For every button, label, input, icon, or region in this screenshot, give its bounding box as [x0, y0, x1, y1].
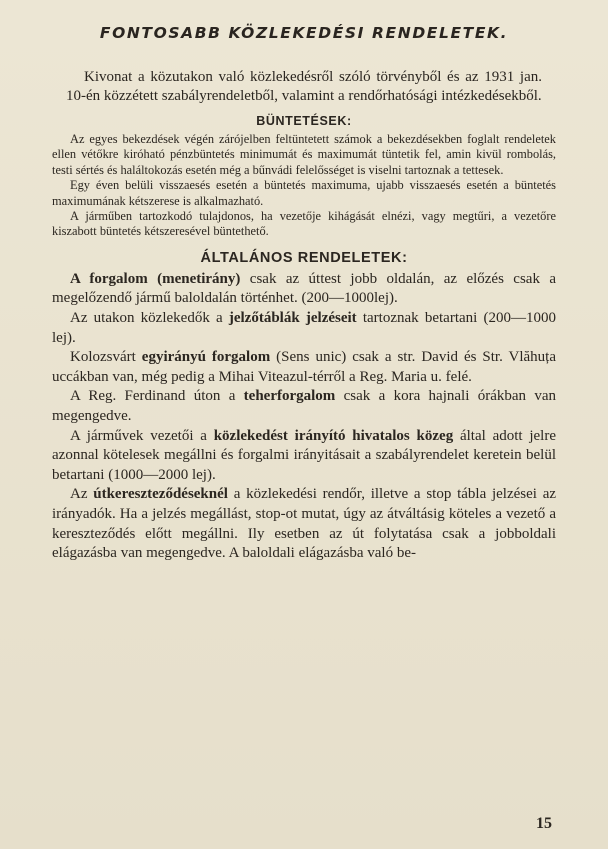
intro-paragraph: Kivonat a közutakon való közlekedésről szóló törvényből és az 1931 jan. 10-én közzétett szabályrendeletből, valamint a rendőrhatósági intézkedésekből. — [66, 69, 542, 104]
rule-bold-term: útkereszteződéseknél — [93, 486, 228, 503]
rule-text: Kolozsvárt — [70, 349, 142, 366]
page-title: FONTOSABB KÖZLEKEDÉSI RENDELETEK. — [99, 24, 509, 42]
general-rules-heading: ÁLTALÁNOS RENDELETEK: — [200, 249, 408, 266]
rule-text: A járművek vezetői a — [70, 427, 214, 444]
page-number: 15 — [536, 815, 552, 832]
rule-text: a közlekedési rendőr, illetve a stop tábla jelzései az irányadók. Ha a jelzés megállást, stop-ot mutat, úgy az átváltásig köteles a vezető a kereszteződés előtt megállni. Ily esetben az út folytatása csak a jobboldali elágazásba van megengedve. A baloldali elágazásba való be- — [52, 486, 557, 562]
rule-bold-term: A forgalom (menetirány) — [70, 270, 241, 287]
rule-bold-term: közlekedést irányító hivatalos közeg — [213, 427, 454, 444]
rule-text: csak a kora hajnali órákban van megengedve. — [52, 388, 556, 424]
rule-paragraph-intersections — [52, 485, 556, 563]
rule-paragraph-traffic-direction — [52, 270, 556, 309]
rule-text: által adott jelre azonnal kötelesek megállni és forgalmi irányitásait a szabályrendelet keretein belül betartani (1000—2000 lej). — [52, 427, 556, 483]
rule-paragraph-freight — [52, 387, 556, 426]
rule-text: Az utakon közlekedők a — [70, 310, 229, 327]
penalties-paragraph-2: Egy éven belüli visszaesés esetén a büntetés maximuma, ujabb visszaesés esetén a büntetés maximumának kétszerese is alkalmazható. — [52, 178, 556, 208]
rule-paragraph-signs — [52, 309, 556, 348]
rule-bold-term: egyirányú forgalom — [141, 349, 271, 366]
penalties-paragraph-3: A járműben tartozkodó tulajdonos, ha vezetője kihágását elnézi, vagy megtűri, a vezetőre kiszabott büntetés kétszeresével büntethető. — [52, 209, 556, 239]
rule-text: Az — [70, 486, 94, 503]
rule-bold-term: teherforgalom — [243, 388, 336, 405]
penalties-paragraph-1: Az egyes bekezdések végén zárójelben feltüntetett számok a bekezdésekben foglalt rendeletek ellen vétőkre kiróható pénzbüntetés minimumát és maximumát tüntetik fel, amin kivül rombolás, testi sértés és haláltokozás esetén még a bűnvádi felelősséget is viselni tartoznak a tettesek. — [52, 132, 556, 177]
rule-text: A Reg. Ferdinand úton a — [70, 388, 244, 405]
rule-bold-term: jelzőtáblák jelzéseit — [228, 310, 357, 327]
rule-paragraph-one-way — [52, 348, 556, 387]
rule-paragraph-official — [52, 427, 556, 486]
rule-text: csak az úttest jobb oldalán, az előzés csak a megelőzendő jármű baloldalán történhet. (200—1000lej). — [52, 270, 556, 307]
rule-text: tartoznak betartani (200—1000 lej). — [52, 310, 556, 346]
penalties-heading: BÜNTETÉSEK: — [256, 114, 352, 128]
rule-text: (Sens unic) csak a str. David és Str. Vlăhuța uccákban van, még pedig a Mihai Viteazul-térről a Reg. Maria u. felé. — [52, 349, 556, 385]
